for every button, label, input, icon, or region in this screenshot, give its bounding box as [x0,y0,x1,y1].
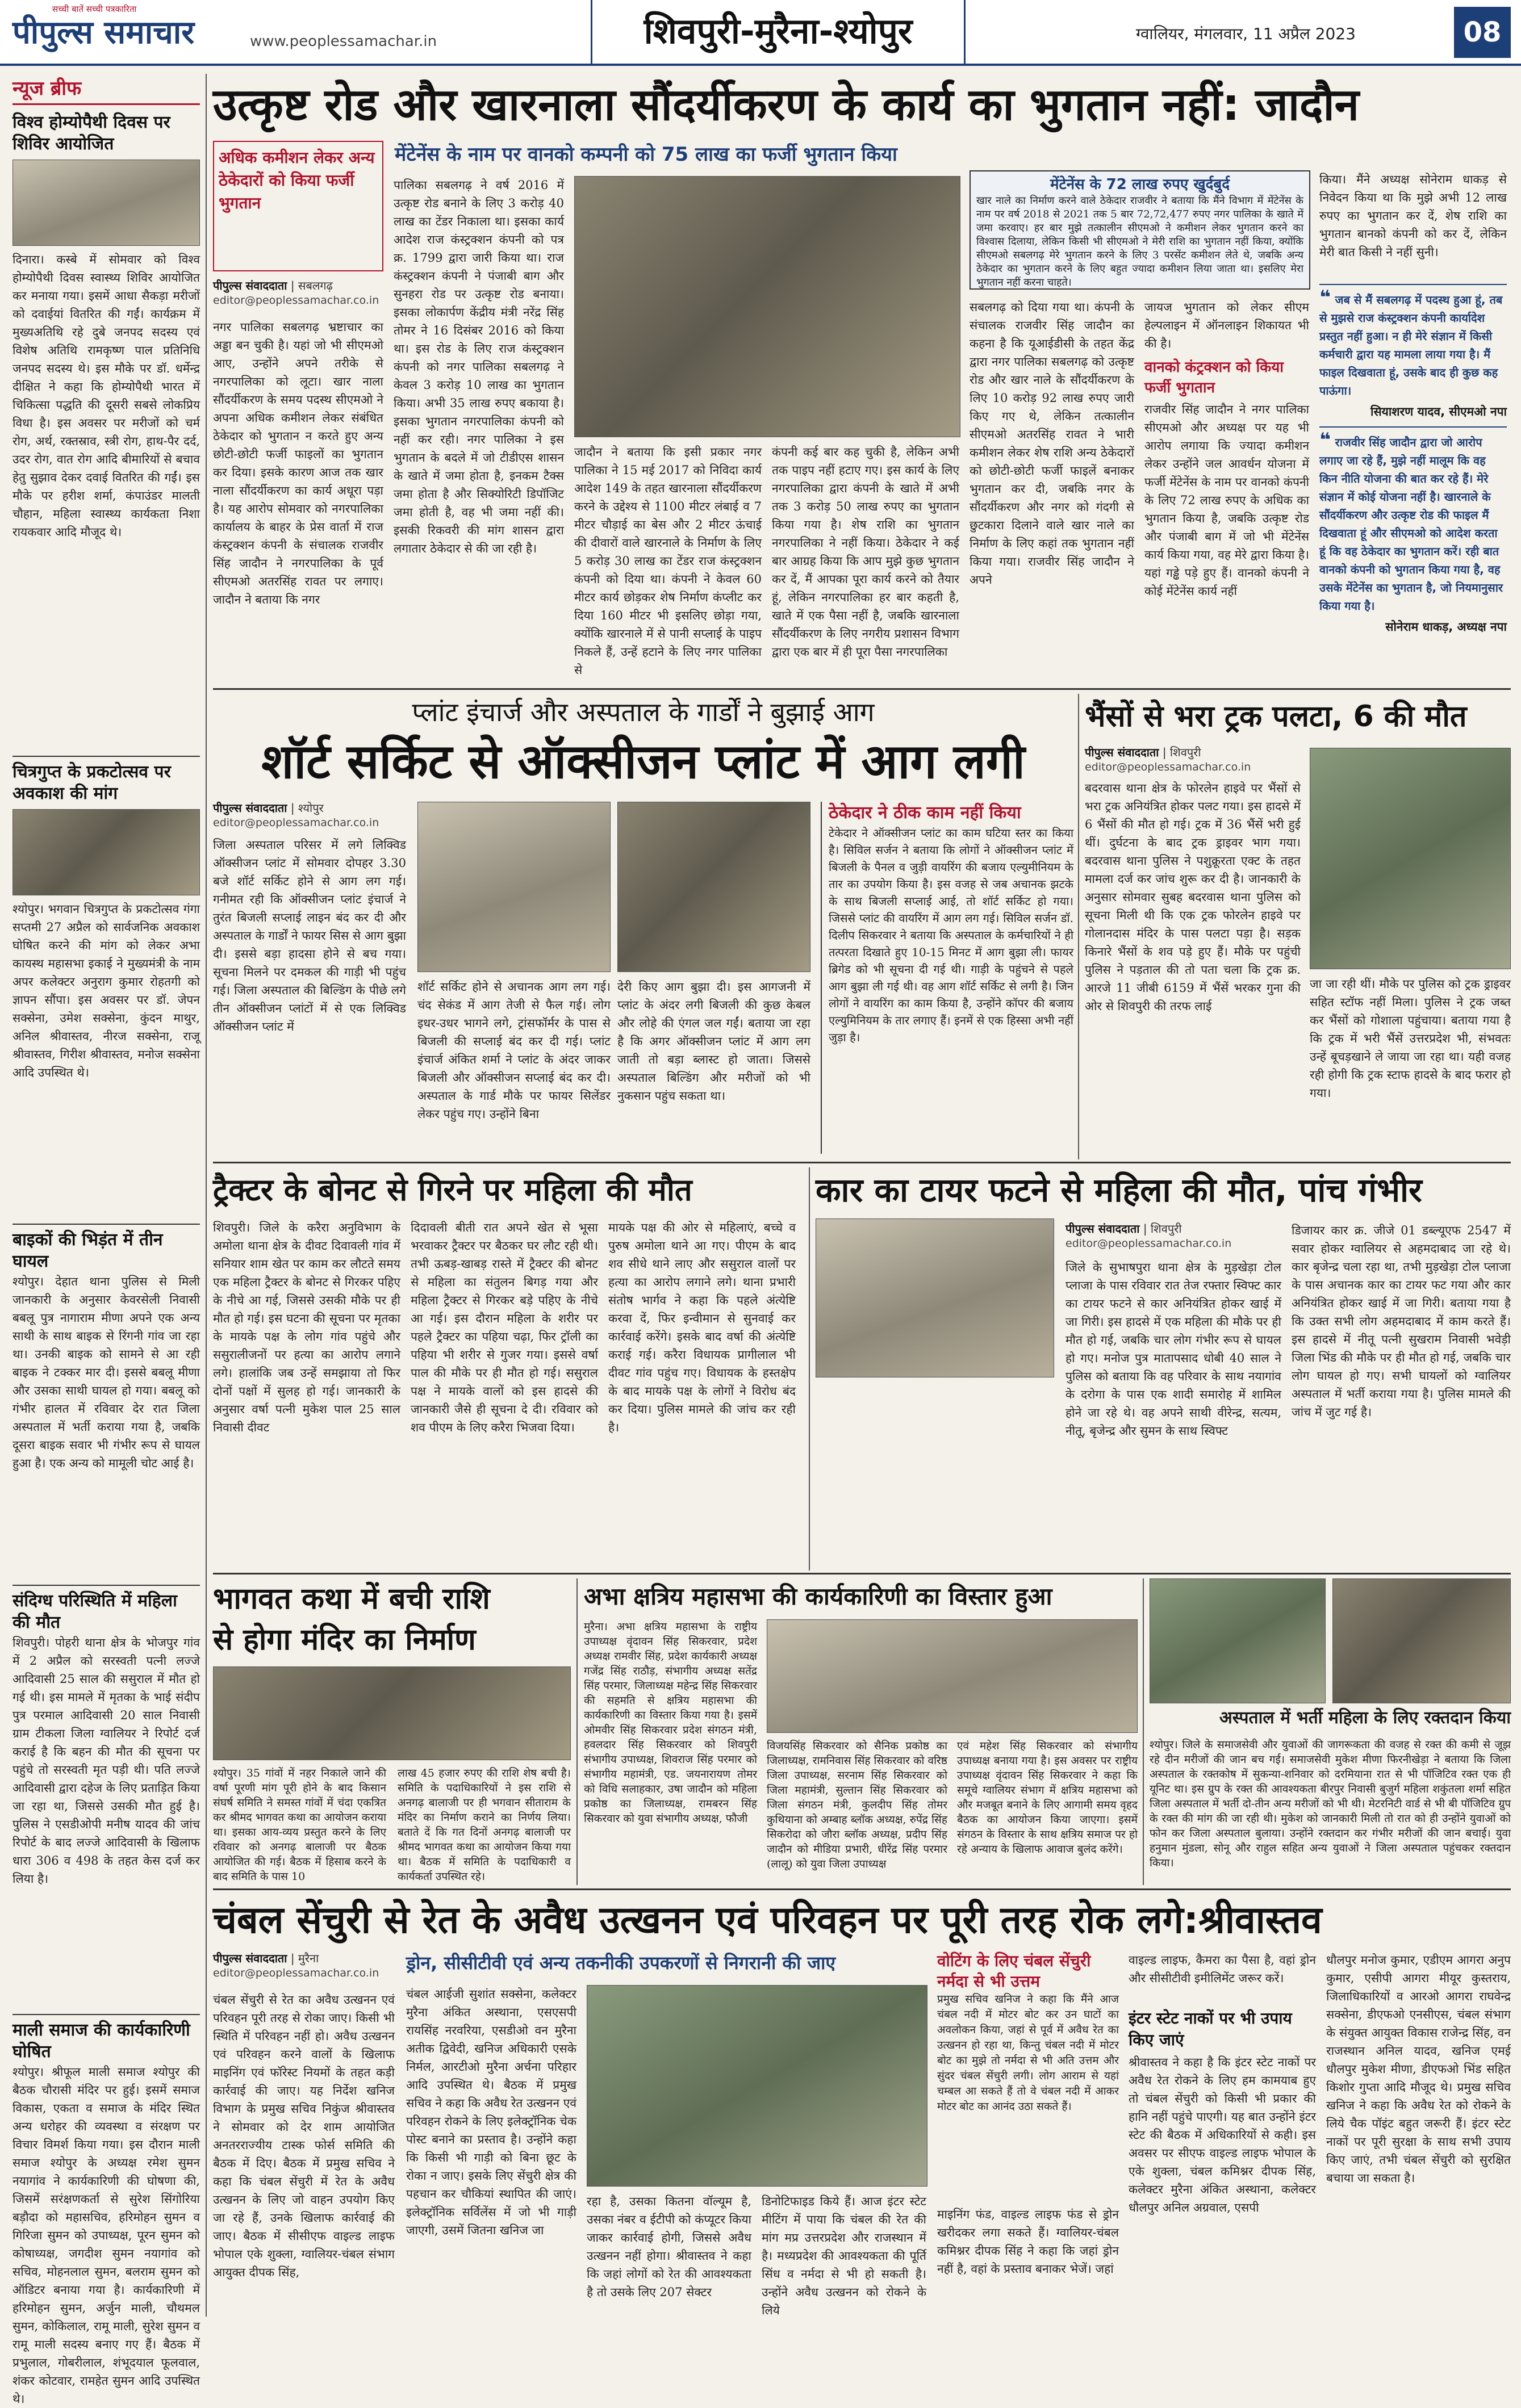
truck-headline: भैंसों से भरा ट्रक पलटा, 6 की मौत [1085,700,1467,734]
lead-photo-drain [574,176,960,437]
lead-sidebox-body: खार नाले का निर्माण करने वाले ठेकेदार राजवीर ने बताया कि मैंने विभाग में मेंटेनेंस के नाम पर वर्ष 2018 से 2021 तक 5 बार 72,72,477 रुपए नगर पालिका के खाते में जमा करवाए। हर बार मुझे तत्कालीन सीएमओ ने कमीशन लेकर भुगतान करने का विश्वास दिलाया, लेकिन किसी भी सीएमओ ने मेरी राशि का भुगतान नहीं किया, क्योंकि सीएमओ सबलगढ़ मेरे भुगतान करने के लिए 3 परसेंट कमीशन लेते थे, जबकि अन्य ठेकेदार का भुगतान करने के लिए बहुत ज्यादा कमीशन लिया जाता था। इसलिए मेरा भुगतान नहीं करना चाहते। [976,195,1303,288]
paper-logo [12,3,251,60]
website-url[interactable]: www.peoplessamachar.in [250,33,437,50]
fire-byline: पीपुल्स संवाददाता | श्योपुर editor@peoplessamachar.co.in [213,801,406,830]
fire-photo-1 [417,802,611,972]
kshatriya-photo [767,1619,1138,1733]
lead-byline-source: पीपुल्स संवाददाता [213,279,287,292]
kshatriya-story [584,1578,1138,1885]
kshatriya-col-1: मुरैना। अभा क्षत्रिय महासभा के राष्ट्रीय उपाध्यक्ष वृंदावन सिंह सिकरवार, प्रदेश अध्यक्ष रामवीर सिंह, प्रदेश कार्यकारी अध्यक्ष गजेंद्र सिंह राठौड़, संभागीय अध्यक्ष सतेंद्र सिंह परमार, जिलाध्यक्ष महेन्द्र सिंह सिकरवार की सहमति से क्षत्रिय महासभा की कार्यकारिणी का विस्तार किया गया है। इसमें ओमवीर सिंह सिकरवार प्रदेश संगठन मंत्री, हवलदार सिंह सिकरवार को शिवपुरी संभागीय उपाध्यक्ष, शिवराज सिंह परमार को संभागीय महामंत्री, एड. जयनारायण तोमर को विधि सलाहकार, उषा जादौन को महिला प्रकोष्ठ का जिलाध्यक्ष, रामबरन सिंह सिकरवार को युवा संभागीय अध्यक्ष, फौजी [584,1620,757,1825]
blood-headline: अस्पताल में भर्ती महिला के लिए रक्तदान किया [1219,1708,1511,1728]
chambal-email[interactable]: editor@peoplessamachar.co.in [213,1967,379,1979]
lead-kicker-box [213,141,383,271]
page-number: 08 [1454,7,1511,58]
lead-byline-place: सबलगढ़ [298,279,333,292]
lead-quote-2 [1319,426,1507,615]
chambal-sidebox [937,1951,1119,2201]
logo-text: पीपुल्स समाचार [12,14,195,51]
tyre-col-2: डिजायर कार क्र. जीजे 01 डब्ल्यूएफ 2547 में सवार होकर ग्वालियर से अहमदाबाद जा रहे थे। कार बृजेन्द्र चला रहा था, तभी मुड़खेड़ा टोल प्लाजा के पास अचानक कार का टायर फट गया और कार अनियंत्रित होकर खाई में जा गिरी। बताया गया है कि उक्त सभी लोग अहमदाबाद में काम करते हैं। इस हादसे में नीतू पत्नी सुखराम निवासी भवेड़ी जिला भिंड की मौके पर ही मौत हो गई, जबकि चार लोग घायल हो गए। सभी घायलों को ग्वालियर अस्पताल में भर्ती कराया गया है। पुलिस मामले की जांच में जुट गई है। [1292,1224,1511,1419]
fire-byline-source: पीपुल्स संवाददाता [213,801,287,815]
chambal-col-6a: वाइल्ड लाइफ, कैमरा का पैसा है, वहां ड्रोन और सीसीटीवी इमीलिमेंट जरूर करें। [1129,1953,1316,1985]
lead-col-1: नगर पालिका सबलगढ़ भ्रष्टाचार का अड्डा बन चुकी है। यहां जो भी सीएमओ आए, उन्होंने अपने तरीके से नगरपालिका को लूटा। खार नाला सौंदर्यीकरण के समय पदस्थ सीएमओ ने अपना अधिक कमीशन लेकर संबंधित ठेकेदार को भुगतान न करते हुए अन्य छोटी-छोटी फर्जी फाइलों का भुगतान कर दिया। इसके कारण आज तक खार नाला सौंदर्यीकरण का कार्य अधूरा पड़ा है। यह आरोप सोमवार को नगरपालिका कार्यालय के बाहर के प्रेस वार्ता में राज कंस्ट्रक्शन कंपनी के संचालक राजवीर सिंह जादौन ने नगरपालिका के पूर्व सीएमओ अतरसिंह रावत पर लगाए। जादौन ने बताया कि नगर [213,320,383,606]
brief-title-2: चित्रगुप्त के प्रकटोत्सव पर अवकाश की मांग [12,756,200,805]
lead-quote-1-text: जब से मैं सबलगढ़ में पदस्थ हुआ हूं, तब से मुझसे राज कंस्ट्रक्शन कंपनी कार्यादेश प्रस्तुत नहीं हुआ। न ही मेरे संज्ञान में किसी कर्मचारी द्वारा यह मामला लाया गया है। मैं फाइल दिखवाता हूं, उसके बाद ही कुछ कह पाऊंगा। [1319,293,1503,397]
news-brief-sidebar [12,74,200,2406]
brief-title-5: माली समाज की कार्यकारिणी घोषित [12,2014,200,2063]
blood-photo-2 [1332,1578,1511,1703]
lead-story [213,74,1511,687]
quote-mark-icon: ❝ [1319,429,1331,451]
divider-blood [1143,1578,1144,1885]
masthead [0,0,1521,66]
truck-email[interactable]: editor@peoplessamachar.co.in [1085,761,1251,773]
chambal-col-7: धौलपुर मनोज कुमार, एडीएम आगरा अनुप कुमार, एसीपी आगरा मीयूर कुस्तराय, जिलाधिकारियों व आरओ आगरा राघवेन्द्र सक्सेना, डीएफओ एनसीएस, चंबल संभाग के संयुक्त आयुक्त विकास राजेन्द्र सिंह, वन राजस्थान अनिल यादव, खनिज एमई धौलपुर मुकेश मीणा, डीएफओ भिंड सहित किशोर गुप्ता आदि मौजूद थे। प्रमुख सचिव खनिज ने कहा कि अवैध रेत को रोकने के लिये चैक पॉइंट बहुत जरूरी हैं। इंटर स्टेट नाकों पर पूरी सुरक्षा के साथ सभी उपाय किए जाएं, तभी चंबल सेंचुरी को सुरक्षित बचाया जा सकता है। [1326,1953,1511,2185]
lead-col-6a: जायज भुगतान को लेकर सीएम हेल्पलाइन में ऑनलाइन शिकायत भी की है। [1144,300,1309,350]
lead-col-6b: राजवीर सिंह जादौन ने नगर पालिका सीएमओ और अध्यक्ष पर यह भी आरोप लगाया कि ज्यादा कमीशन लेकर उन्होंने जल आवर्धन योजना में फर्जी मेंटेनेंस के नाम पर वानको कंपनी के लिए 72 लाख रुपए के अधिक का भुगतान किया है, जबकि उत्कृष्ट रोड और पंजाबी बाग में जो भी मेंटेनेंस कार्य किया गया, वह मेरे द्वारा किया है। यहां गड्ढे पड़े हुए हैं। वानको कंपनी ने कोई मेंटेनेंस कार्य नहीं [1144,403,1309,598]
lead-kicker: अधिक कमीशन लेकर अन्य ठेकेदारों को किया फर्जी भुगतान [219,148,375,212]
lead-col-2: पालिका सबलगढ़ ने वर्ष 2016 में उत्कृष्ट रोड बनाने के लिए 3 करोड़ 40 लाख का टेंडर निकाला था। इसका कार्य आदेश राज कंस्ट्रक्शन कंपनी को पत्र क्र. 1799 द्वारा जारी किया था। राज कंस्ट्रक्शन कंपनी ने पंजाबी बाग और सुनहरा रोड पर उत्कृष्ट रोड बनाया। इसका लोकार्पण केंद्रीय मंत्री नरेंद्र सिंह तोमर ने 16 दिसंबर 2016 को किया था। इस रोड के लिए राज कंस्ट्रक्शन कंपनी को नगर पालिका सबलगढ़ ने केवल 3 करोड़ 10 लाख का भुगतान किया। अभी 35 लाख रुपए बकाया है। इसका भुगतान नगरपालिका कंपनी को नहीं कर रही। नगर पालिका ने इस भुगतान के बदले में जो टीडीएस शासन के खाते में जमा होता है, इनकम टैक्स जमा होता है और सिक्योरिटी डिपॉजिट जमा होती है, वह भी जमा नहीं की। इसकी रिकवरी की मांग शासन द्वारा लगातार ठेकेदार से की जा रही है। [394,178,564,555]
kshatriya-headline: अभा क्षत्रिय महासभा की कार्यकारिणी का विस्तार हुआ [584,1582,1052,1610]
fire-email[interactable]: editor@peoplessamachar.co.in [213,816,379,829]
lead-subhead: मेंटेनेंस के नाम पर वानको कम्पनी को 75 लाख का फर्जी भुगतान किया [395,143,897,166]
chambal-col-1: चंबल सेंचुरी से रेत का अवैध उत्खनन एवं परिवहन पूरी तरह से रोका जाए। किसी भी स्थिति में परिवहन नहीं हो। अवैध उत्खनन एवं परिवहन करने वालों के खिलाफ माइनिंग एवं फॉरेस्ट नियमों के तहत कड़ी कार्रवाई की जाए। यह निर्देश खनिज विभाग के प्रमुख सचिव निकुंज श्रीवास्तव ने सोमवार को देर शाम आयोजित अनतरराज्यीय टास्क फोर्स समिति की बैठक में दिए। बैठक में प्रमुख सचिव ने कहा कि चंबल सेंचुरी में रेत के अवैध उत्खनन के लिए जो वाहन उपयोग किए जा रहे हैं, उनके खिलाफ कार्रवाई की जाए। बैठक में सीसीएफ वाइल्ड लाइफ भोपाल एके शुक्ला, ग्वालियर-चंबल संभाग आयुक्त दीपक सिंह, [213,1993,395,2279]
brief-title-4: संदिग्ध परिस्थिति में महिला की मौत [12,1585,200,1634]
divider-truck [1078,694,1079,1159]
fire-byline-place: श्योपुर [298,801,324,815]
lead-col-7a: किया। मैंने अध्यक्ष सोनेराम धाकड़ से निवेदन किया था कि मुझे अभी 12 लाख रुपए का भुगतान कर दें, शेष राशि का भुगतान बानको कंपनी को कर दें, लेकिन मेरी बात किसी ने नहीं सुनी। [1319,173,1507,259]
truck-byline: पीपुल्स संवाददाता | शिवपुरी editor@peoplessamachar.co.in [1085,745,1301,774]
bhagwat-headline-1: भागवत कथा में बची राशि [213,1582,490,1616]
bhagwat-col-1: श्योपुर। 35 गांवों में नहर निकाले जाने की वर्षा पूरणी मांग पूरी होने के बाद किसान संघर्ष समिति ने समस्त गांवों में चंदा एकत्रित कर श्रीमद भागवत कथा का आयोजन कराया था। इसका आय-व्यय प्रस्तुत करने के लिए रविवार को अनगढ़ बालाजी पर बैठक आयोजित की गई। बैठक में हिसाब करने के बाद समिति के पास 10 [213,1767,386,1883]
fire-col-1: जिला अस्पताल परिसर में लगे लिक्विड ऑक्सीजन प्लांट में सोमवार दोपहर 3.30 बजे शॉर्ट सर्किट होने से आग लग गई। गनीमत रही कि ऑक्सीजन प्लांट इंचार्ज ने तुरंत बिजली सप्लाई लाइन बंद कर दी और अस्पताल के गार्डों ने फायर सिस से आग बुझा दी। इससे बड़ा हादसा होने से बच गया। सूचना मिलने पर दमकल की गाड़ी भी पहुंच गई। जिला अस्पताल की बिल्डिंग के पीछे लगे तीन ऑक्सीजन प्लांटों में से एक लिक्विड ऑक्सीजन प्लांट में [213,838,406,1033]
lead-col-3: जादौन ने बताया कि इसी प्रकार नगर पालिका ने 15 मई 2017 को निविदा कार्य आदेश 149 के तहत खारनाला सौंदर्यीकरण करने के उद्देश्य से 1100 मीटर लंबाई व 7 मीटर चौड़ाई का बेस और 2 मीटर ऊंचाई की दीवारों वाले खारनाले के निर्माण के लिए 5 करोड़ 30 लाख का टेंडर राज कंस्ट्रक्शन कंपनी को दिया था। कंपनी ने केवल 60 मीटर कार्य छोड़कर शेष निर्माण कंप्लीट कर दिया 160 मीटर भी इसलिए छोड़ा गया, क्योंकि खारनाले में से पानी सप्लाई के पाइप निकले हैं, उन्हें हटाने के लिए नगर पालिका से [574,445,762,677]
chambal-col-5a: माइनिंग फंड, वाइल्ड लाइफ फंड से ड्रोन खरीदकर लगा सकते हैं। ग्वालियर-चंबल कमिश्नर दीपक सिंह ने कहा कि जहां ड्रोन नहीं है, वहां के प्रस्ताव बनाकर भेजें। जहां [937,2208,1119,2276]
tyre-byline-source: पीपुल्स संवाददाता [1065,1222,1140,1236]
tyre-col-1: जिले के सुभाषपुरा थाना क्षेत्र के मुड़खेड़ा टोल प्लाजा के पास रविवार रात तेज रफ्तार स्विफ्ट कार का टायर फटने से कार अनियंत्रित होकर खाई में जा गिरी। इस हादसे में एक महिला की मौके पर ही मौत हो गई, जबकि चार लोग गंभीर रूप से घायल हो गए। मनोज पुत्र मातापसाद धोबी 40 साल ने पुलिस को बताया कि वह परिवार के साथ नयागांव के दरोगा के पास एक शादी समारोह में शामिल होने जा रहे थे। वह अपने साथी वीरेन्द्र, सत्यम, नीतू, बृजेन्द्र और सुमन के साथ स्विफ्ट [1065,1260,1281,1438]
chambal-subhead: ड्रोन, सीसीटीवी एवं अन्य तकनीकी उपकरणों से निगरानी की जाए [406,1952,836,1974]
kshatriya-col-3: एवं महेश सिंह सिकरवार को संभागीय उपाध्यक्ष बनाया गया है। इस अवसर पर राष्ट्रीय उपाध्यक्ष वृंदावन सिंह सिकरवार ने कहा कि समूचे ग्वालियर संभाग में क्षत्रिय महासभा को और मजबूत बनाने के लिए आगामी समय वृहद बैठक का आयोजन किया जाएगा। इसमें संगठन के विस्तार के साथ क्षत्रिय समाज पर हो रहे अन्याय के खिलाफ आवाज बुलंद करेंगे। [957,1740,1138,1856]
chambal-byline-place: मुरैना [298,1951,319,1965]
truck-col-1: बदरवास थाना क्षेत्र के फोरलेन हाइवे पर भैंसों से भरा ट्रक अनियंत्रित होकर पलट गया। इस हादसे में 6 भैंसों की मौत हो गई। ट्रक में 36 भैंसें भरी हुई थीं। दुर्घटना के बाद ट्रक ड्राइवर भाग गया। बदरवास थाना पुलिस ने पशुक्रूरता एक्ट के तहत मामला दर्ज कर जांच शुरू कर दी है। जानकारी के अनुसार सोमवार सुबह बदरवास थाना पुलिस को सूचना मिली थी कि एक ट्रक फोरलेन हाइवे पर गोलानदास मंदिर के पास पलटा पड़ा है। सड़क किनारे भैंसों के शव पड़े हुए हैं। मौके पर पहुंची पुलिस ने पड़ताल की तो पता चला कि ट्रक क्र. आरजे 11 जीबी 6159 में भैंसें भरकर गुना की ओर से शिवपुरी की तरफ लाई [1085,781,1301,1013]
dateline: ग्वालियर, मंगलवार, 11 अप्रैल 2023 [1136,24,1356,43]
chambal-sidebox-body: प्रमुख सचिव खनिज ने कहा कि मैंने आज चंबल नदी में मोटर बोट कर उन घाटों का अवलोकन किया, जहां से पूर्व में अवैध रेत का उत्खनन हो रहा था, किन्तु चंबल नदी में मोटर बोट का मुझे तो नर्मदा से भी अति उत्तम और सुंदर चंबल सेंचुरी लगी। लोग आराम से यहां चम्बल आ सकते हैं तो वे चंबल नदी में आकर मोटर बोट का आनंद उठा सकते हैं। [937,1993,1119,2113]
tractor-headline: ट्रैक्टर के बोनट से गिरने पर महिला की मौत [213,1172,692,1208]
truck-byline-place: शिवपुरी [1169,746,1201,759]
lead-byline: पीपुल्स संवाददाता | सबलगढ़ editor@peoplessamachar.co.in [213,278,383,308]
chambal-photo [587,1985,927,2187]
edition-title [591,0,966,64]
brief-body-5: श्योपुर। श्रीफूल माली समाज श्योपुर की बैठक चौरासी मंदिर पर हुई। इसमें समाज विकास, एकता व समाज के मंदिर स्थित अन्य धरोहर की व्यवस्था व संरक्षण पर विचार विमर्श किया गया। इस दौरान माली समाज श्योपुर के अध्यक्ष रमेश सुमन नयागांव ने कार्यकारिणी की घोषणा की, जिसमें सरंक्षणकर्ता से सुरेश सिंगोरिया बड़ौदा को महासचिव, हरिमोहन सुमन व गिरिजा सुमन को उपाध्यक्ष, पूरन सुमन को कोषाध्यक्ष, जगदीश सुमन नयागांव को सचिव, मोहनलाल सुमन, बलराम सुमन को ऑडिटर बनाया गया है। कार्यकारिणी में हरिमोहन सुमन, अर्जुन माली, चौथमल सुमन, कोकिलाल, रामू माली, सुरेश सुमन व रामू माली सदस्य बनाए गए हैं। बैठक में प्रभुलाल, गोबरीलाल, शंभूदयाल फूलवाल, शंकर कोटवार, रामहेत सुमन आदि उपस्थित थे। [12,2065,200,2406]
chambal-col-3: रहा है, उसका कितना वॉल्यूम है, उसका नंबर व ईटीपी को कंप्यूटर किया जाकर कार्रवाई होगी, जिससे अवैध उत्खनन नहीं होगा। श्रीवास्तव ने कहा कि जहां लोगों को रेत की आवश्यकता है तो उसके लिए 207 सेक्टर [587,2195,751,2299]
divider-4 [213,1888,1511,1890]
fire-photo-2 [617,802,810,972]
chambal-story [213,1894,1511,2319]
lead-sidebox-title: मेंटेनेंस के 72 लाख रुपए खुर्दबुर्द [1050,176,1230,193]
fire-sidebox-body: टेकेदार ने ऑक्सीजन प्लांट का काम घटिया स्तर का किया है। सिविल सर्जन ने बताया कि लोगों ने ऑक्सीजन प्लांट में बिजली के पैनल व जुड़ी वायरिंग की बजाय एल्युमीनियम के तार का उपयोग किया है। इस वजह से जब अचानक झटके के साथ बिजली सप्लाई आई, तो शॉर्ट सर्किट हो गया। जिससे प्लांट की वायरिंग में आग लग गई। सिविल सर्जन डॉ. दिलीप सिकरवार ने बताया कि अस्पताल के कर्मचारियों ने ही तत्परता दिखाते हुए 10-15 मिनट में आग बुझा ली। फायर ब्रिगेड को भी सूचना दी गई थी। गाड़ी के पहुंचने से पहले आग बुझा ली गई थी। वह आग शॉर्ट सर्किट से लगी है। जिन लोगों ने वायरिंग का काम किया है, उन्होंने कॉपर की बजाय एल्युमिनियम के तार लगाए हैं। इनमें से एक हिस्सा अभी नहीं जुड़ा है। [829,826,1073,1044]
divider-2 [213,1162,1511,1163]
lead-col-7 [1319,170,1507,681]
tyre-byline-place: शिवपुरी [1150,1222,1182,1236]
lead-col-6-subhead: वानको कंट्रक्शन को किया फर्जी भुगतान [1144,359,1284,396]
brief-body-1: दिनारा। कस्बे में सोमवार को विश्व होम्योपैथी दिवस स्वास्थ्य शिविर आयोजित कर मनाया गया। इसमें आधा सैकड़ा मरीजों को दवाईयां वितरित की गईं। कार्यक्रम में मुख्यअतिथि रहे दुबे जनपद सदस्य एवं विशेष अतिथि रामकृष्ण पाल प्रतिनिधि जनपद सदस्य थे। इस मौके पर डॉ. धर्मेन्द्र दीक्षित ने कहा कि होम्योपैथी भारत में चिकित्सा पद्धति की दूसरी सबसे लोकप्रिय विधा है। इस अवसर पर मरीजों को चर्म रोग, अर्थ, रक्तस्राव, स्त्री रोग, हाथ-पैर दर्द, उदर रोग, वात रोग आदि बीमारियों से बचाव हेतु सुझाव देकर दवाई वितरित की गईं। इस मौके पर हरीश शर्मा, कंपाउंडर मालती चौहान, महिला स्वास्थ्य कार्यकता निशा रायकवार आदि मौजूद थे। [12,253,200,539]
chambal-col-4: डिनोटिफाइड किये हैं। आज इंटर स्टेट मीटिंग में पाया कि चंबल की रेत की मांग मप्र उत्तरप्रदेश और राजस्थान में है। मध्यप्रदेश की आवश्यकता की पूर्ति सिंध व नर्मदा से भी हो सकती है। उन्होंने अवैध उत्खनन को रोकने के लिये [762,2195,926,2317]
blood-photo-1 [1150,1578,1326,1703]
chambal-byline: पीपुल्स संवाददाता | मुरैना editor@peoplessamachar.co.in [213,1951,395,1980]
bhagwat-headline-2: से होगा मंदिर का निर्माण [213,1623,476,1657]
tyre-headline: कार का टायर फटने से महिला की मौत, पांच गंभीर [816,1171,1422,1209]
blood-body: श्योपुर। जिले के समाजसेवी और युवाओं की जागरूकता की वजह से रक्त की कमी से जूझ रहे दीन मरीजों की जान बच गई। समाजसेवी मुकेश मीणा फिरनीखेड़ा ने बताया कि जिला अस्पताल के रक्तकोष में सुकन्या-शनिवार को दरमियाना रात से भी पॉजिटिव रक्त एक ही यूनिट था। इस ग्रुप के रक्त की आवश्यकता बीरपुर निवासी बुजुर्ग महिला शकुंतला शर्मा सहित जिला अस्पताल में भर्ती दो-तीन अन्य मरीजों को भी थी। मेटरनिटी वार्ड से भी बी पॉजिटिव ग्रुप के रक्त की मांग की जा रही थी। मुकेश को जानकारी मिली तो रात को ही उन्होंने युवाओं को फोन कर जिला अस्पताल बुलाया। उन्होंने रक्तदान कर गंभीर मरीजों की जान बचाई। युवा हनुमान मुंडला, सोनू और राहुल सहित अन्य युवाओं ने जिला अस्पताल पहुंचकर रक्तदान किया। [1150,1739,1511,1869]
bhagwat-photo [213,1666,571,1760]
divider-tyre [809,1167,810,1571]
bhagwat-col-2: लाख 45 हजार रुपए की राशि शेष बची है। समिति के पदाधिकारियों ने इस राशि से अनगढ़ बालाजी पर ही भगवान सीताराम के मंदिर का निर्माण कराने का निर्णय लिया। बताते दें कि गत दिनों अनगढ़ बालाजी पर श्रीमद भागवत कथा का आयोजन किया गया था। बैठक में समिति के पदाधिकारी व कार्यकर्ता उपस्थित रहे। [398,1767,571,1883]
brief-photo-1 [12,160,200,246]
brief-section-label: न्यूज ब्रीफ [12,74,200,105]
edition-title-text: शिवपुरी-मुरैना-श्योपुर [644,10,913,52]
divider-kshatriya [576,1578,578,1885]
lead-col-4: कंपनी कई बार कह चुकी है, लेकिन अभी तक पाइप नहीं हटाए गए। इस कार्य के लिए नगरपालिका द्वारा कंपनी के खाते में अभी तक 3 करोड़ 50 लाख रुपए का भुगतान किया गया है। शेष राशि का भुगतान नगरपालिका ने नहीं किया। ठेकेदार ने कई बार आग्रह किया कि आप मुझे कुछ भुगतान कर दें, मैं आपका पूरा कार्य करने को तैयार हूं, लेकिन नगरपालिका हर बार कहती है, खाते में एक पैसा नहीं है, जबकि खारनाला सौंदर्यीकरण के लिए नगरीय प्रशासन विभाग द्वारा एक बार में ही पूरा पैसा नगरपालिका [772,445,959,659]
chambal-col-6-subhead: इंटर स्टेट नाकों पर भी उपाय किए जाएं [1129,2009,1292,2049]
chambal-sidebox-title: वोटिंग के लिए चंबल सेंचुरी नर्मदा से भी उत्तम [937,1951,1091,1991]
truck-story [1085,694,1511,1159]
chambal-byline-source: पीपुल्स संवाददाता [213,1951,287,1965]
lead-headline: उत्कृष्ट रोड और खारनाला सौंदर्यीकरण के कार्य का भुगतान नहीं: जादौन [213,79,1359,131]
chambal-col-2: चंबल आईजी सुशांत सक्सेना, कलेक्टर मुरैना अंकित अस्थाना, एसएसपी रायसिंह नरवरिया, एसडीओ वन मुरैना अतीक द्विवेदी, खनिज अधिकारी एसके निर्मल, आरटीओ मुरैना अर्चना परिहार आदि उपस्थित थे। बैठक में प्रमुख सचिव ने कहा कि अवैध रेत उत्खनन एवं परिवहन रोकने के लिए इलेक्ट्रॉनिक चेक पोस्ट बनाने का प्रस्ताव है। उन्होंने कहा कि किसी भी गाड़ी को बिना छूट के रोका न जाए। इसके लिए सेंचुरी क्षेत्र की पहचान कर चौकियां स्थापित की जाएं। इलेक्ट्रॉनिक सर्विलेंस में जो भी गाड़ी जाएगी, उसमें जितना खनिज जा [406,1987,576,2237]
lead-col-6 [1144,298,1309,681]
tractor-story [213,1167,804,1571]
divider-1 [213,688,1511,690]
quote-mark-icon: ❝ [1319,286,1331,309]
fire-kicker: प्लांट इंचार्ज और अस्पताल के गार्डों ने बुझाई आग [412,697,875,727]
tyre-email[interactable]: editor@peoplessamachar.co.in [1065,1237,1232,1250]
lead-quote-1 [1319,284,1507,400]
lead-quote-2-by: सोनेराम धाकड़, अध्यक्ष नपा [1385,620,1507,634]
tyre-story [816,1167,1511,1571]
brief-title-3: बाइकों की भिड़ंत में तीन घायल [12,1224,200,1272]
brief-title-1: विश्व होम्योपैथी दिवस पर शिविर आयोजित [12,112,170,154]
tractor-col-2: दिदावली बीती रात अपने खेत से भूसा भरवाकर ट्रैक्टर पर बैठकर घर लौट रही थी। तभी ऊबड़-खाबड़ रास्ते में ट्रैक्टर की बोनट से महिला का संतुलन बिगड़ गया और महिला ट्रैक्टर से गिरकर बड़े पहिए के नीचे आ गई। इस दौरान महिला के शरीर पर पहले ट्रैक्टर का पहिया चढ़ा, फिर ट्रॉली का पहिया भी शरीर से गुजर गया। इससे वर्षा पाल की मौके पर ही मौत हो गई। ससुराल पक्ष ने मायके वालों को इस हादसे की जानकारी जैसे ही सूचना दे दी। रविवार को शव पीएम के लिए करैरा भिजवा दिया। [411,1221,598,1434]
brief-body-2: श्योपुर। भगवान चित्रगुप्त के प्रकटोत्सव गंगा सप्तमी 27 अप्रैल को सार्वजनिक अवकाश घोषित करने की मांग को लेकर अभा कायस्थ महासभा इकाई ने मुख्यमंत्री के नाम अपर कलेक्टर अनुराग कुमार रोहतगी को ज्ञापन सौंपा। इस अवसर पर डॉ. जेपन सक्सेना, उमेश सक्सेना, कुंदन माथुर, अनिल श्रीवास्तव, नीरज सक्सेना, राजू श्रीवास्तव, गिरीश श्रीवास्तव, मनोज सक्सेना आदि उपस्थित थे। [12,902,200,1079]
brief-photo-2 [12,809,200,895]
truck-col-2: जा जा रही थीं। मौके पर पुलिस को ट्रक ड्राइवर सहित स्टॉफ नहीं मिला। पुलिस ने ट्रक जब्त कर भैंसों को गोशाला पहुंचाया। बताया गया है कि ट्रक में भरी भैंसें उत्तरप्रदेश भी, संभवतः उन्हें बूचड़खाने ले जाया जा रहा था। यही वजह रही होगी कि ट्रक स्टाफ हादसे के बाद फरार हो गया। [1310,977,1511,1100]
lead-quote-1-by: सियाशरण यादव, सीएमओ नपा [1370,405,1507,418]
bhagwat-story [213,1578,571,1885]
chambal-col-6 [1129,1951,1316,2317]
brief-body-3: श्योपुर। देहात थाना पुलिस से मिली जानकारी के अनुसार केवरसेली निवासी बबलू पुत्र नागाराम मीणा अपने एक अन्य साथी के साथ बाइक से रिंगनी गांव जा रहा था। उनकी बाइक को सामने से आ रही बाइक ने टक्कर मार दी। इससे बबलू मीणा और उसका साथी घायल हो गया। बबलू को गंभीर हालत में रविवार देर रात जिला अस्पताल में भर्ती कराया गया है, जबकि दूसरा बाइक सवार भी गंभीर रूप से घायल हुआ है। एक अन्य को मामूली चोट आई है। [12,1275,200,1470]
chambal-headline: चंबल सेंचुरी से रेत के अवैध उत्खनन एवं परिवहन पर पूरी तरह रोक लगे:श्रीवास्तव [213,1898,1322,1942]
lead-email[interactable]: editor@peoplessamachar.co.in [213,294,379,307]
logo-tagline: सच्ची बातें सच्ची पत्रकारिता [52,4,137,14]
tractor-col-3: मायके पक्ष की ओर से महिलाएं, बच्चे व पुरुष अमोला थाने आ गए। पीएम के बाद शव सीधे थाने लाए और ससुराल वालों पर हत्या का आरोप लगाने लगे। थाना प्रभारी संतोष भार्गव ने कहा कि पहले अंत्येष्टि करवा दें, फिर इन्वीमान से सुनवाई कर कार्रवाई करेंगे। इसके बाद वर्षा की अंत्येष्टि कराई गई। करैरा विधायक प्रागीलाल भी दीवट गांव पहुंच गए। विधायक के हस्तक्षेप के बाद मायके पक्ष के लोगों ने विरोध बंद कर दिया। पुलिस मामले की जांच कर रही है। [608,1221,796,1434]
kshatriya-col-2: विजयसिंह सिकरवार को सैनिक प्रकोष्ठ का जिलाध्यक्ष, रामनिवास सिंह सिकरवार को वरिष्ठ जिला उपाध्यक्ष, सरनाम सिंह सिकरवार को जिला महामंत्री, सुल्तान सिंह सिकरवार को जिला संगठन मंत्री, कुलदीप सिंह तोमर कुथियाना को अम्बाह ब्लॉक अध्यक्ष, रुपेंद्र सिंह सिकरोदा को जौरा ब्लॉक अध्यक्ष, प्रदीप सिंह जादौन को मीडिया प्रभारी, धीरेंद्र सिंह परमार (लालू) को युवा जिला उपाध्यक्ष [767,1740,947,1870]
truck-byline-source: पीपुल्स संवाददाता [1085,746,1159,759]
tyre-photo [816,1218,1054,1377]
sidebar-divider [206,74,207,2317]
lead-sidebox [970,170,1310,290]
tyre-byline: पीपुल्स संवाददाता | शिवपुरी editor@peoplessamachar.co.in [1065,1221,1281,1251]
fire-story [213,694,1073,1159]
lead-col-5: सबलगढ़ को दिया गया था। कंपनी के संचालक राजवीर सिंह जादौन का कहना है कि यूआईडीसी के तहत केंद्र द्वारा नगर पालिका सबलगढ़ को उत्कृष्ट रोड और खार नाले के सौंदर्यीकरण के लिए 10 करोड़ 92 लाख रुपए जारी किए गए थे, लेकिन तत्कालीन सीएमओ अतरसिंह रावत ने भारी कमीशन लेकर शेष राशि अन्य ठेकेदारों को छोटी-छोटी फर्जी फाइलें बनाकर भुगतान कर दी, जबकि नगर के सौंदर्यीकरण और नगर को गंदगी से छुटकारा दिलाने वाले खार नाले का निर्माण के लिए कहां तक भुगतान नहीं किया गया। राजवीर सिंह जादौन ने अपने [970,300,1134,587]
tractor-col-1: शिवपुरी। जिले के करैरा अनुविभाग के अमोला थाना क्षेत्र के दीवट दिवावली गांव में सनियार शाम खेत पर काम कर लौटते समय एक महिला ट्रैक्टर के बोनट से गिरकर पहिए के नीचे आ गई, जिससे उसकी मौके पर ही मौत हो गई। इस घटना की सूचना पर मृतका के मायके पक्ष के लोग गांव पहुंचे और ससुरालीजनों पर हत्या का आरोप लगाने लगे। हालांकि जब उन्हें समझाया तो फिर दोनों पक्षों में सुलह हो गई। जानकारी के अनुसार वर्षा पत्नी मुकेश पाल 25 साल निवासी दीवट [213,1221,400,1434]
fire-sidebox-title: ठेकेदार ने ठीक काम नहीं किया [829,803,1021,823]
brief-body-4: शिवपुरी। पोहरी थाना क्षेत्र के भोजपुर गांव में 2 अप्रैल को सरस्वती पत्नी लज्जे आदिवासी 25 साल की ससुराल में मौत हो गई थी। इस मामले में मृतका के भाई संदीप पुत्र परमाल आदिवासी 20 साल निवासी ग्राम टीकला जिला ग्वालियर ने रिपोर्ट दर्ज कराई है कि बहन की मौत की सूचना पर पहुंचे तो सरस्वती मृत पड़ी थी। पति लज्जे आदिवासी द्वारा दहेज के लिए प्रताड़ित किया जा रहा था, जिससे उसकी मौत हुई है। पुलिस ने एसडीओपी मनीष यादव की जांच रिपोर्ट के बाद लज्जे आदिवासी के खिलाफ धारा 306 व 498 के तहत केस दर्ज कर लिया है। [12,1636,200,1886]
lead-quote-2-text: राजवीर सिंह जादौन द्वारा जो आरोप लगाए जा रहे हैं, मुझे नहीं मालूम कि वह किन नीति योजना की बात कर रहे हैं। मेरे संज्ञान में कोई योजना नहीं है। खारनाले के सौंदर्यीकरण और उत्कृष्ट रोड की फाइल मैं दिखवाता हूं और सीएमओ को आदेश करता हूं कि वह ठेकेदार का भुगतान करें। रही बात वानको कंपनी को भुगतान किया गया है, वह उसके मेंटेनेंस का भुगतान है, जो नियमानुसार किया गया है। [1319,435,1503,613]
chambal-col-6b: श्रीवास्तव ने कहा है कि इंटर स्टेट नाकों पर अवैध रेत रोकने के लिए हम कामयाब हुए तो चंबल सेंचुरी को किसी भी प्रकार की हानि नहीं पहुंचे पाएगी। यह बात उन्होंने इंटर स्टेट की बैठक में अधिकारियों से कही। इस अवसर पर सीएफ वाइल्ड लाइफ भोपाल के एके शुक्ला, चंबल कमिश्नर दीपक सिंह, कलेक्टर मुरैना अंकित अस्थाना, कलेक्टर धौलपुर अनिल अग्रवाल, एसपी [1129,2055,1316,2214]
fire-col-3: देरी किए आग बुझा दी। इस आगजनी में प्लांट के अंदर लगी बिजली की कुछ केबल और लोहे की एंगल जल गईं। बताया जा रहा है कि अगर ऑक्सीजन प्लांट में आग लग जाती तो बड़ा ब्लास्ट हो जाता। जिससे अस्पताल बिल्डिंग और मरीजों को भी नुकसान पहुंच सकता था। [617,980,810,1103]
truck-photo [1310,748,1511,969]
fire-col-2: शॉर्ट सर्किट होने से अचानक आग लग गई। चंद सेकंड में आग तेजी से फैल गई। लोग इधर-उधर भागने लगे, ट्रांसफॉर्मर के पास से बिजली की सप्लाई बंद कर दी गई। प्लांट इंचार्ज अंकित शर्मा ने प्लांट के अंदर जाकर बिजली और ऑक्सीजन सप्लाई बंद कर दी। अस्पताल के गार्ड मौके पर फायर सिलेंडर लेकर पहुंच गए। उन्होंने बिना [417,980,611,1121]
fire-headline: शॉर्ट सर्किट से ऑक्सीजन प्लांट में आग लगी [261,734,1025,789]
fire-sidebox [821,802,1073,1154]
divider-3 [213,1573,1511,1574]
